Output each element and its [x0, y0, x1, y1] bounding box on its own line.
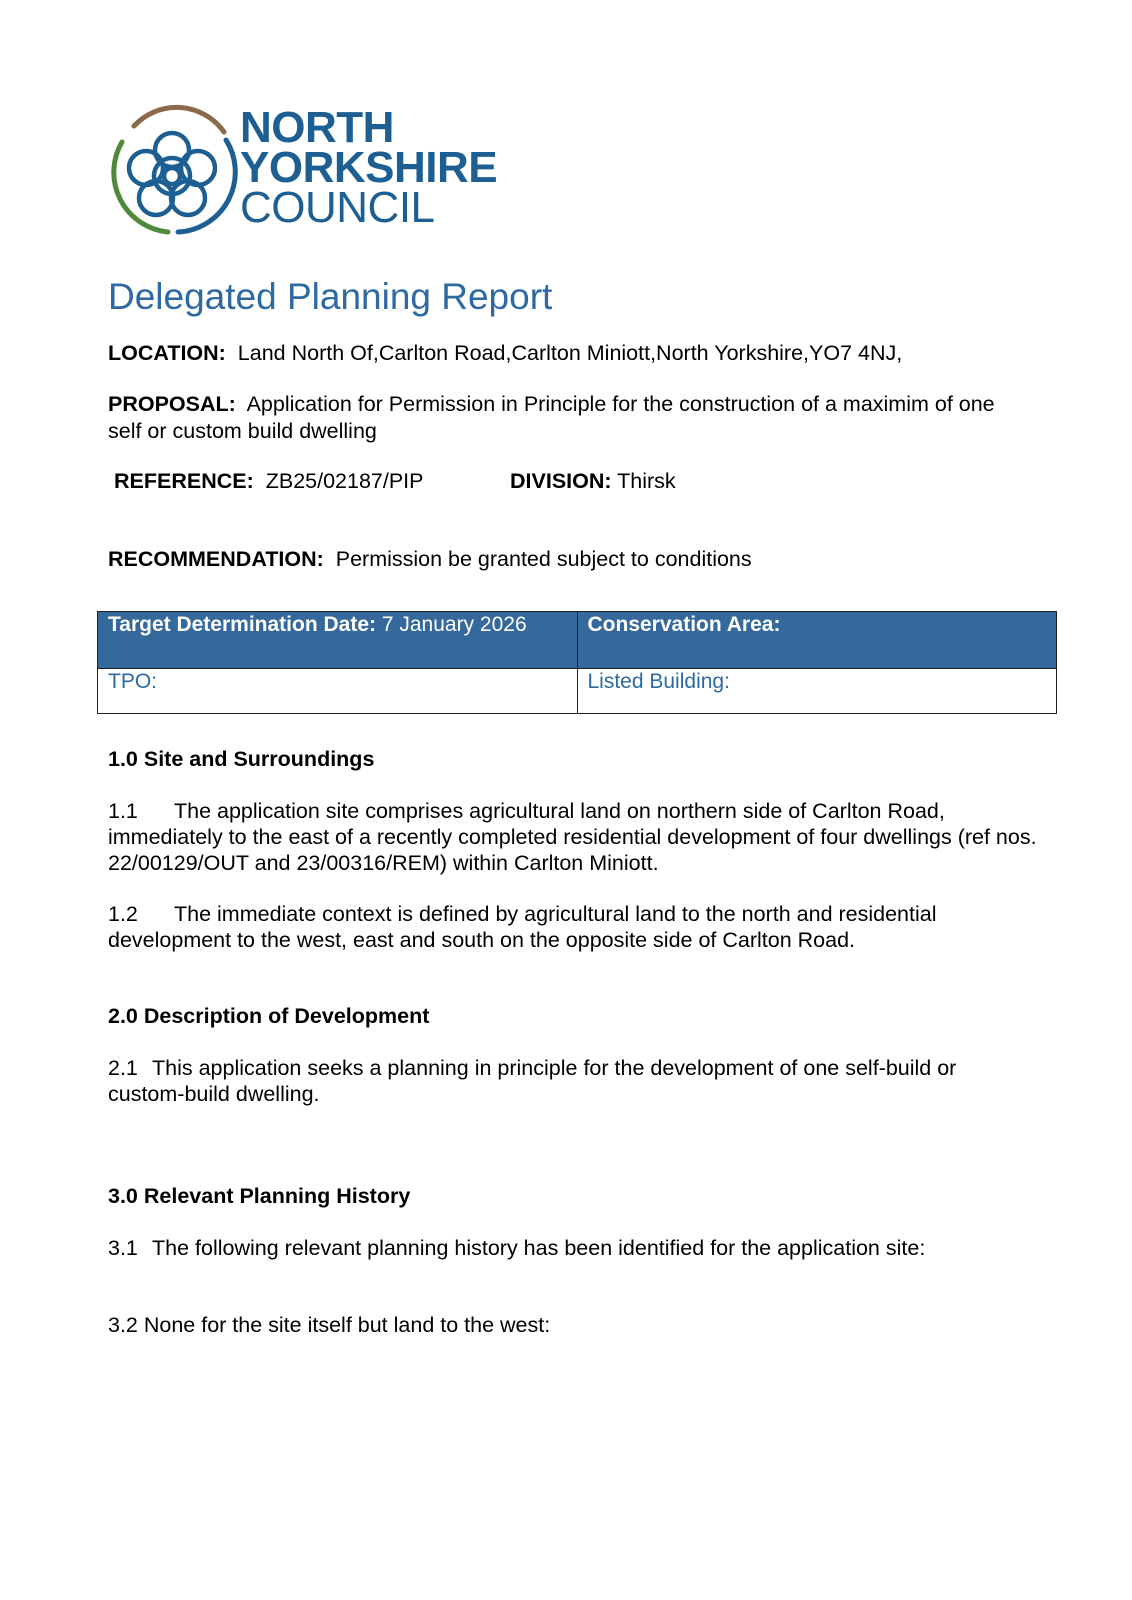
logo-wordmark: [240, 103, 498, 232]
division-label: DIVISION:: [510, 469, 612, 493]
proposal-label: PROPOSAL:: [108, 392, 236, 416]
listed-building-cell: [577, 669, 1057, 714]
info-table-header-row: [98, 612, 1057, 669]
paragraph-1-1-number: 1.1: [108, 799, 138, 823]
paragraph-1-2-number: 1.2: [108, 902, 138, 926]
logo-line-yorkshire: YORKSHIRE: [240, 143, 498, 192]
recommendation-label: RECOMMENDATION:: [108, 547, 324, 571]
proposal-value: Application for Permission in Principle for the construction of a maximim of one self or custom build dwelling: [108, 392, 995, 443]
paragraph-3-1: [108, 1235, 1038, 1261]
council-logo: [106, 104, 506, 240]
recommendation-value: Permission be granted subject to conditions: [335, 547, 752, 571]
target-date-label: Target Determination Date:: [108, 613, 376, 636]
reference-value: ZB25/02187/PIP: [265, 469, 424, 493]
listed-building-label: Listed Building:: [587, 670, 730, 693]
division-field: [510, 468, 676, 495]
section-1-heading: 1.0 Site and Surroundings: [108, 747, 375, 771]
location-field: [108, 340, 1028, 367]
info-table-body-row: [98, 669, 1057, 714]
tpo-cell: [98, 669, 578, 714]
target-date-value: 7 January 2026: [381, 613, 527, 636]
tpo-label: TPO:: [108, 670, 158, 693]
section-2-heading: 2.0 Description of Development: [108, 1004, 430, 1028]
recommendation-field: [108, 546, 1028, 573]
paragraph-3-1-number: 3.1: [108, 1236, 138, 1260]
logo-line-council: COUNCIL: [240, 183, 435, 232]
paragraph-2-1-text: This application seeks a planning in principle for the development of one self-build or custom-build dwelling.: [108, 1056, 957, 1106]
logo-line-north: NORTH: [240, 103, 394, 152]
section-3-heading: 3.0 Relevant Planning History: [108, 1184, 411, 1208]
conservation-area-label: Conservation Area:: [587, 613, 781, 636]
page-title: Delegated Planning Report: [108, 276, 553, 317]
location-label: LOCATION:: [108, 341, 226, 365]
target-date-cell: [98, 612, 578, 669]
paragraph-1-1: [108, 798, 1038, 876]
location-value: Land North Of,Carlton Road,Carlton Miniott,North Yorkshire,YO7 4NJ,: [237, 341, 903, 365]
paragraph-3-1-text: The following relevant planning history has been identified for the application site:: [152, 1236, 926, 1260]
proposal-field: [108, 391, 1028, 445]
paragraph-2-1: [108, 1055, 1038, 1107]
info-table: [97, 611, 1057, 714]
paragraph-3-2: 3.2 None for the site itself but land to the west:: [108, 1313, 551, 1337]
paragraph-1-2-text: The immediate context is defined by agricultural land to the north and residential development to the west, east and south on the opposite side of Carlton Road.: [108, 902, 937, 952]
conservation-area-cell: [577, 612, 1057, 669]
yorkshire-rose-icon: [106, 104, 238, 240]
reference-label: REFERENCE:: [114, 469, 254, 493]
paragraph-1-1-text: The application site comprises agricultural land on northern side of Carlton Road, immediately to the east of a recently completed residential development of four dwellings (ref nos. 22/00129/OUT and 23/00316/REM) within Carlton Miniott.: [108, 799, 1037, 875]
reference-field: [114, 468, 424, 495]
paragraph-1-2: [108, 901, 1038, 953]
division-value: Thirsk: [617, 469, 676, 493]
paragraph-2-1-number: 2.1: [108, 1056, 138, 1080]
